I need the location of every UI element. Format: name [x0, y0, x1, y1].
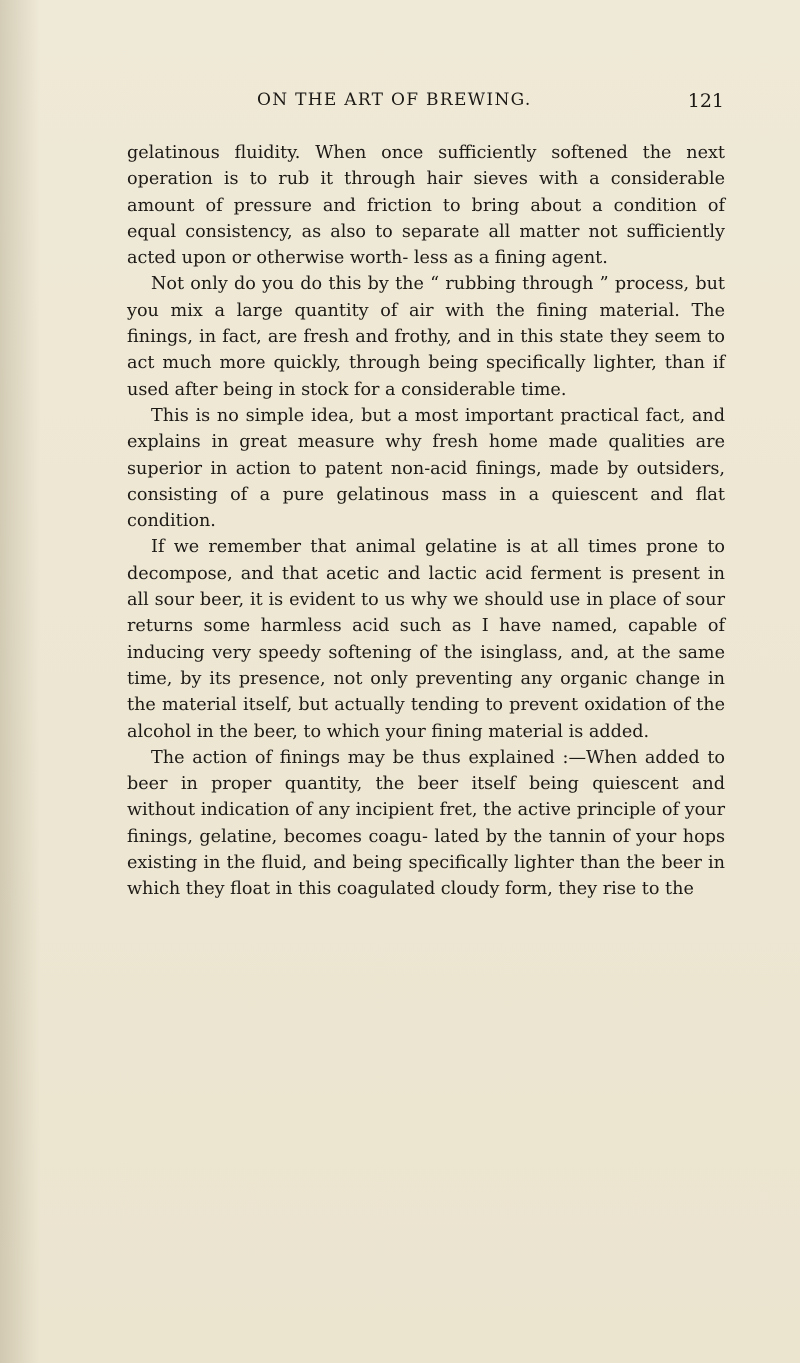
- paragraph-rubbing-through: Not only do you do this by the “ rubbing through ” process, but you mix a large quantity of air with the fining material. The finings, in fact, are fresh and frothy, and in this state they seem to act much more quickly, through being specifically lighter, than if used after being in stock for a considerable time.: [127, 274, 725, 400]
- paragraph-continuation: gelatinous fluidity. When once sufficiently softened the next operation is to rub it through hair sieves with a considerable amount of pressure and friction to bring about a condition of equal consistency, as also to separate all matter not sufficiently acted upon or otherwise worth- less as a fining agent.: [127, 143, 725, 269]
- paragraph-action-of-finings: The action of finings may be thus explained :—When added to beer in proper quantity, the beer itself being quiescent and without indication of any incipient fret, the active principle of your finings, gelatine, becomes coagu- lated by the tannin of your hops existing in the fluid, and being specifically lighter than the beer in which they float in this coagulated cloudy form, they rise to the: [127, 747, 725, 900]
- page-header: [257, 90, 724, 120]
- running-head: ON THE ART OF BREWING.: [257, 90, 532, 110]
- page-number: 121: [687, 90, 724, 112]
- paragraph-fresh-finings: This is no simple idea, but a most important practical fact, and explains in great measure why fresh home made qualities are superior in action to patent non-acid finings, made by outsiders, consisting of a pure gelatinous mass in a quiescent and flat condition.: [127, 405, 725, 532]
- paragraph-acid-softening: If we remember that animal gelatine is at all times prone to decompose, and that acetic and lactic acid ferment is present in all sour beer, it is evident to us why we should use in place of sour returns some harmless acid such as I have named, capable of inducing very speedy softening of the isinglass, and, at the same time, by its presence, not only preventing any organic change in the material itself, but actually tending to prevent oxidation of the alcohol in the beer, to which your fining material is added.: [127, 537, 725, 742]
- body-text: [127, 140, 725, 903]
